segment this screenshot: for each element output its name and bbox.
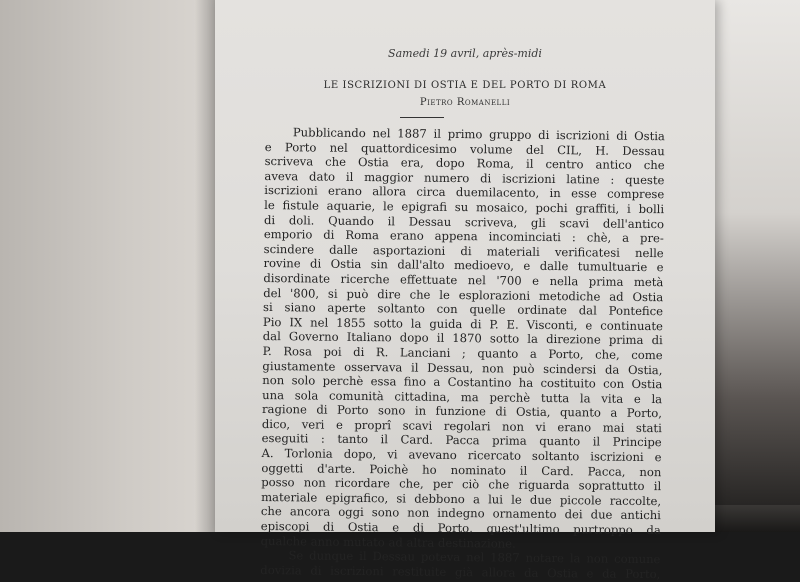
body-line: una sola comunità cittadina, ma perchè tutta la vita e la	[262, 387, 663, 406]
title-rule	[400, 117, 444, 118]
body-line: di doli. Quando il Dessau scriveva, gli scavi dell'antico	[263, 212, 665, 231]
body-line: non solo perchè essa fino a Costantino ha costituito con Ostia	[262, 373, 663, 392]
article-author: Pietro Romanelli	[419, 97, 511, 108]
body-line: del '800, si può dire che le esplorazioni metodiche ad Ostia	[263, 285, 664, 304]
body-line: si siano aperte soltanto con quelle ordinate dal Pontefice	[263, 300, 664, 319]
body-line: rovine di Ostia sin dall'alto medioevo, e dalle tumultuarie e	[263, 256, 664, 275]
body-line: giustamente osservava il Dessau, non può scindersi da Ostia,	[262, 358, 663, 377]
session-heading: Samedi 19 avril, après-midi	[388, 47, 542, 60]
body-line: emporio di Roma erano appena incominciati : chè, a pre-	[263, 227, 664, 246]
body-line: posso non ricordare che, per ciò che riguarda soprattutto il	[261, 475, 662, 494]
body-line: qualche anno mutato ad altra destinazione.	[260, 533, 516, 551]
body-line: le fistule aquarie, le epigrafi su mosaico, pochi graffiti, i bolli	[264, 197, 665, 217]
body-line: P. Rosa poi di R. Lanciani ; quanto a Porto, che, come	[262, 343, 663, 363]
book-page	[215, 0, 715, 581]
body-line: e Porto nel quattordicesimo volume del CIL, H. Dessau	[264, 139, 665, 158]
body-line: disordinate ricerche effettuate nel '700 e nella prima metà	[263, 270, 664, 290]
body-line: scriveva che Ostia era, dopo Roma, il centro antico che	[264, 154, 665, 173]
body-line: Se dunque il Dessau poteva nel 1887 notare la non comune	[288, 548, 661, 567]
body-line: eseguiti : tanto il Card. Pacca prima quanto il Principe	[261, 431, 662, 450]
body-line: materiale epigrafico, si debbono a lui le due piccole raccolte,	[261, 489, 662, 509]
body-line: dico, veri e proprî scavi regolari non vi erano mai stati	[261, 416, 662, 436]
body-line: dovizia di iscrizioni restituite già allora da Ostia e da Porto,	[260, 562, 661, 581]
left-book-page	[0, 0, 215, 532]
body-line: Pio IX nel 1855 sotto la guida di P. E. Visconti, e continuate	[262, 314, 663, 333]
body-line: scindere dalle asportazioni di materiali verificatesi nelle	[263, 241, 664, 260]
article-body	[260, 125, 665, 582]
body-line: A. Torlonia dopo, vi avevano ricercato soltanto iscrizioni e	[261, 446, 662, 465]
body-line: che ancora oggi sono non indegno ornamento dei due antichi	[260, 504, 662, 523]
body-line: Pubblicando nel 1887 il primo gruppo di iscrizioni di Ostia	[292, 125, 665, 144]
body-line: ragione di Porto sono in funzione di Ostia, quanto a Porto,	[261, 402, 663, 421]
article-title: LE ISCRIZIONI DI OSTIA E DEL PORTO DI ROMA	[323, 80, 607, 91]
body-line: episcopi di Ostia e di Porto, quest'ultimo purtroppo da	[260, 519, 661, 538]
body-line: aveva dato il maggior numero di iscrizioni latine : queste	[264, 168, 665, 187]
body-line: oggetti d'arte. Poichè ho nominato il Card. Pacca, non	[261, 460, 662, 479]
body-line: dal Governo Italiano dopo il 1870 sotto la direzione prima di	[262, 329, 663, 348]
body-line: iscrizioni erano allora circa duemilacento, in esse comprese	[264, 183, 665, 202]
